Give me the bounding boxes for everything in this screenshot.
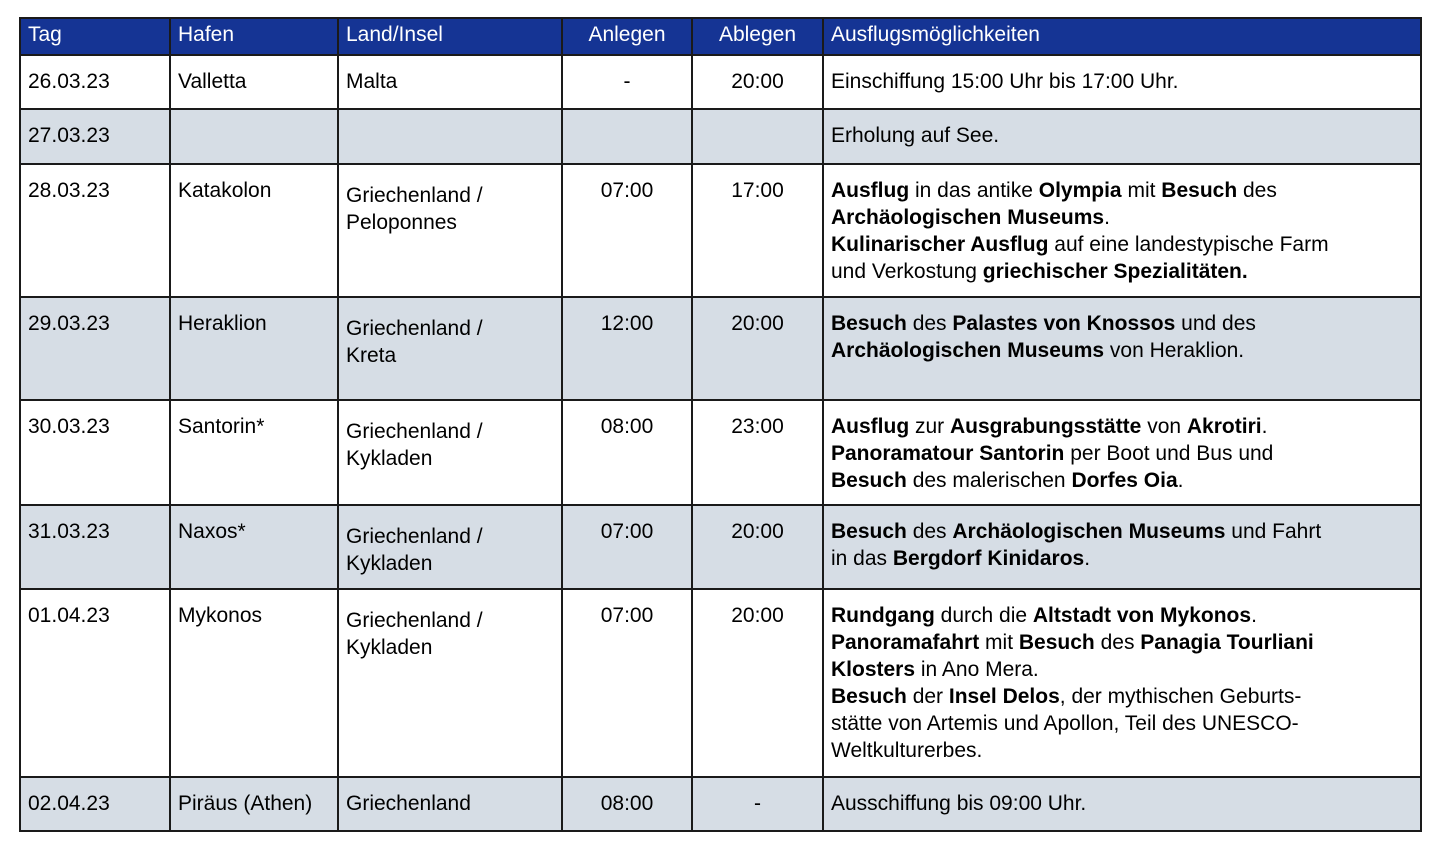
table-row bbox=[20, 55, 1421, 109]
cell-tag: 01.04.23 bbox=[20, 589, 170, 777]
header-land: Land/Insel bbox=[338, 18, 562, 55]
cell-land: Malta bbox=[338, 55, 562, 109]
cell-hafen: Santorin* bbox=[170, 400, 338, 505]
cell-land bbox=[338, 109, 562, 164]
table-row bbox=[20, 589, 1421, 777]
cell-land: Griechenland / Kreta bbox=[338, 297, 562, 400]
cell-ablegen: 23:00 bbox=[692, 400, 823, 505]
header-hafen: Hafen bbox=[170, 18, 338, 55]
cell-anlegen: 07:00 bbox=[562, 589, 692, 777]
cell-anlegen bbox=[562, 109, 692, 164]
cell-land: Griechenland bbox=[338, 777, 562, 831]
cell-hafen bbox=[170, 109, 338, 164]
cell-hafen: Katakolon bbox=[170, 164, 338, 297]
cell-tag: 31.03.23 bbox=[20, 505, 170, 589]
cell-anlegen: - bbox=[562, 55, 692, 109]
cell-ausflug: Ausflug zur Ausgrabungsstätte von Akrotiri. Panoramatour Santorin per Boot und Bus und Besuch des malerischen Dorfes Oia. bbox=[823, 400, 1421, 505]
cell-ablegen: 20:00 bbox=[692, 55, 823, 109]
cell-hafen: Mykonos bbox=[170, 589, 338, 777]
cell-land: Griechenland / Kykladen bbox=[338, 589, 562, 777]
cell-ablegen: 20:00 bbox=[692, 589, 823, 777]
cell-ausflug: Einschiffung 15:00 Uhr bis 17:00 Uhr. bbox=[823, 55, 1421, 109]
cell-tag: 26.03.23 bbox=[20, 55, 170, 109]
cell-ausflug: Rundgang durch die Altstadt von Mykonos. Panoramafahrt mit Besuch des Panagia Tourliani Klosters in Ano Mera. Besuch der Insel Delos, der mythischen Geburts- stätte von Artemis und Apollon, Teil des UNESCO- Weltkulturerbes. bbox=[823, 589, 1421, 777]
cell-anlegen: 07:00 bbox=[562, 505, 692, 589]
cell-ausflug: Besuch des Palastes von Knossos und des Archäologischen Museums von Heraklion. bbox=[823, 297, 1421, 400]
cell-ablegen: 20:00 bbox=[692, 505, 823, 589]
cell-anlegen: 12:00 bbox=[562, 297, 692, 400]
cell-hafen: Piräus (Athen) bbox=[170, 777, 338, 831]
cell-hafen: Valletta bbox=[170, 55, 338, 109]
cell-tag: 30.03.23 bbox=[20, 400, 170, 505]
cell-ausflug: Erholung auf See. bbox=[823, 109, 1421, 164]
cell-land: Griechenland / Peloponnes bbox=[338, 164, 562, 297]
cell-anlegen: 08:00 bbox=[562, 777, 692, 831]
header-ablegen: Ablegen bbox=[692, 18, 823, 55]
cell-land: Griechenland / Kykladen bbox=[338, 400, 562, 505]
cell-ausflug: Ausflug in das antike Olympia mit Besuch des Archäologischen Museums. Kulinarischer Ausflug auf eine landestypische Farm und Verkostung griechischer Spezialitäten. bbox=[823, 164, 1421, 297]
cell-hafen: Heraklion bbox=[170, 297, 338, 400]
cell-ausflug: Ausschiffung bis 09:00 Uhr. bbox=[823, 777, 1421, 831]
cell-ablegen: 20:00 bbox=[692, 297, 823, 400]
cell-tag: 27.03.23 bbox=[20, 109, 170, 164]
cell-anlegen: 07:00 bbox=[562, 164, 692, 297]
table-body bbox=[20, 55, 1421, 831]
cell-anlegen: 08:00 bbox=[562, 400, 692, 505]
cell-hafen: Naxos* bbox=[170, 505, 338, 589]
table-row bbox=[20, 164, 1421, 297]
cell-ablegen: - bbox=[692, 777, 823, 831]
header-ausflug: Ausflugsmöglichkeiten bbox=[823, 18, 1421, 55]
cell-tag: 28.03.23 bbox=[20, 164, 170, 297]
table-row bbox=[20, 297, 1421, 400]
cell-ausflug: Besuch des Archäologischen Museums und Fahrt in das Bergdorf Kinidaros. bbox=[823, 505, 1421, 589]
cell-ablegen bbox=[692, 109, 823, 164]
cell-ablegen: 17:00 bbox=[692, 164, 823, 297]
header-row bbox=[20, 18, 1421, 55]
header-anlegen: Anlegen bbox=[562, 18, 692, 55]
itinerary-table bbox=[19, 17, 1422, 832]
cell-land: Griechenland / Kykladen bbox=[338, 505, 562, 589]
table-row bbox=[20, 777, 1421, 831]
table-row bbox=[20, 109, 1421, 164]
header-tag: Tag bbox=[20, 18, 170, 55]
cell-tag: 02.04.23 bbox=[20, 777, 170, 831]
table-row bbox=[20, 505, 1421, 589]
table-row bbox=[20, 400, 1421, 505]
cell-tag: 29.03.23 bbox=[20, 297, 170, 400]
